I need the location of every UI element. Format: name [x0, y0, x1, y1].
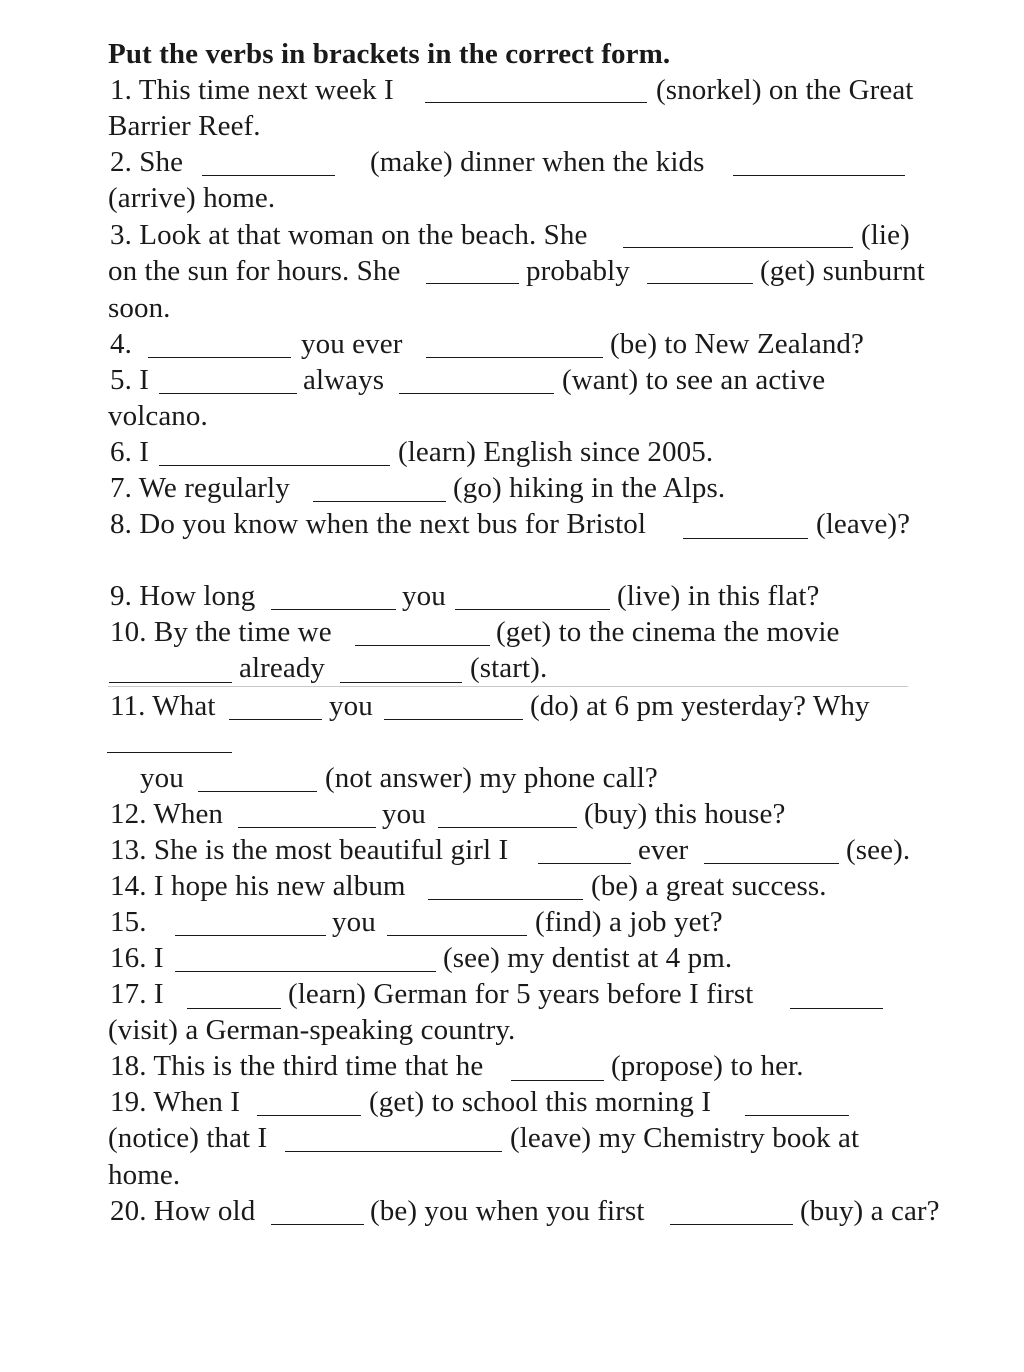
item-20-blank-1[interactable] [271, 1224, 364, 1225]
item-3-blank-3[interactable] [647, 283, 753, 284]
item-10-text: (get) to the cinema the movie [496, 616, 840, 648]
item-5-text: volcano. [108, 400, 208, 432]
item-3-text: probably [526, 255, 630, 287]
item-19-blank-3[interactable] [285, 1151, 502, 1152]
item-13-text: ever [638, 834, 689, 866]
item-11-blank-1[interactable] [229, 719, 322, 720]
item-4-text: (be) to New Zealand? [610, 328, 865, 360]
item-11-text: 11. What [110, 690, 216, 722]
item-12-text: you [382, 798, 426, 830]
item-12-text: 12. When [110, 798, 224, 830]
item-11-text: (not answer) my phone call? [325, 762, 658, 794]
divider [108, 686, 908, 687]
item-13-blank-1[interactable] [538, 863, 631, 864]
item-11-text: you [140, 762, 184, 794]
item-2-text: 2. She [110, 146, 184, 178]
item-17-blank-2[interactable] [790, 1008, 883, 1009]
item-5-blank-2[interactable] [399, 393, 554, 394]
item-9-text: you [402, 580, 446, 612]
item-5-text: always [303, 364, 385, 396]
item-5-text: 5. I [110, 364, 150, 396]
item-17-text: (visit) a German-speaking country. [108, 1014, 516, 1046]
item-14-text: (be) a great success. [591, 870, 827, 902]
item-15-blank-1[interactable] [175, 935, 326, 936]
item-8-text: (leave)? [816, 508, 911, 540]
item-13-text: 13. She is the most beautiful girl I [110, 834, 509, 866]
item-9-text: 9. How long [110, 580, 256, 612]
item-11-blank-3[interactable] [107, 752, 232, 753]
item-20-blank-2[interactable] [670, 1224, 793, 1225]
item-9-blank-2[interactable] [455, 609, 610, 610]
item-3-text: soon. [108, 292, 171, 324]
item-10-blank-1[interactable] [355, 645, 490, 646]
item-10-text: (start). [470, 652, 548, 684]
item-3-text: (get) sunburnt [760, 255, 925, 287]
item-20-text: 20. How old [110, 1195, 256, 1227]
item-2-blank-2[interactable] [733, 175, 905, 176]
item-1-text: Barrier Reef. [108, 110, 261, 142]
item-19-text: 19. When I [110, 1086, 241, 1118]
item-1-text: (snorkel) on the Great [656, 74, 914, 106]
item-8-blank-1[interactable] [683, 538, 808, 539]
item-17-text: (learn) German for 5 years before I first [288, 978, 754, 1010]
item-6-blank-1[interactable] [159, 465, 390, 466]
item-11-blank-4[interactable] [198, 791, 317, 792]
item-13-blank-2[interactable] [704, 863, 839, 864]
item-3-blank-2[interactable] [426, 283, 519, 284]
item-10-text: 10. By the time we [110, 616, 332, 648]
item-5-text: (want) to see an active [562, 364, 826, 396]
item-2-blank-1[interactable] [202, 175, 335, 176]
item-16-blank-1[interactable] [175, 971, 436, 972]
item-1-blank-1[interactable] [425, 102, 647, 103]
item-19-blank-2[interactable] [745, 1115, 849, 1116]
item-3-text: on the sun for hours. She [108, 255, 401, 287]
item-2-text: (arrive) home. [108, 182, 276, 214]
item-13-text: (see). [846, 834, 911, 866]
item-3-blank-1[interactable] [623, 247, 853, 248]
item-19-text: (notice) that I [108, 1122, 268, 1154]
item-11-text: (do) at 6 pm yesterday? Why [530, 690, 870, 722]
item-4-blank-2[interactable] [426, 357, 603, 358]
item-16-text: (see) my dentist at 4 pm. [443, 942, 733, 974]
item-18-text: 18. This is the third time that he [110, 1050, 484, 1082]
item-12-blank-2[interactable] [438, 827, 577, 828]
item-10-text: already [239, 652, 326, 684]
item-19-text: home. [108, 1159, 181, 1191]
item-6-text: 6. I [110, 436, 150, 468]
item-4-text: 4. [110, 328, 132, 360]
item-10-blank-3[interactable] [340, 682, 462, 683]
item-11-text: you [329, 690, 373, 722]
item-11-blank-2[interactable] [384, 719, 523, 720]
item-18-blank-1[interactable] [511, 1080, 604, 1081]
item-14-blank-1[interactable] [428, 899, 583, 900]
item-15-text: you [332, 906, 376, 938]
item-7-text: (go) hiking in the Alps. [453, 472, 726, 504]
item-7-blank-1[interactable] [313, 501, 446, 502]
item-16-text: 16. I [110, 942, 164, 974]
item-6-text: (learn) English since 2005. [398, 436, 714, 468]
item-20-text: (be) you when you first [370, 1195, 645, 1227]
item-17-blank-1[interactable] [187, 1008, 281, 1009]
item-9-text: (live) in this flat? [617, 580, 820, 612]
item-5-blank-1[interactable] [159, 393, 297, 394]
item-18-text: (propose) to her. [611, 1050, 804, 1082]
item-12-text: (buy) this house? [584, 798, 786, 830]
item-15-text: (find) a job yet? [535, 906, 723, 938]
item-10-blank-2[interactable] [109, 682, 232, 683]
item-9-blank-1[interactable] [271, 609, 396, 610]
item-14-text: 14. I hope his new album [110, 870, 406, 902]
item-15-blank-2[interactable] [387, 935, 527, 936]
item-15-text: 15. [110, 906, 147, 938]
item-7-text: 7. We regularly [110, 472, 290, 504]
item-20-text: (buy) a car? [800, 1195, 940, 1227]
item-19-blank-1[interactable] [257, 1115, 361, 1116]
item-1-text: 1. This time next week I [110, 74, 394, 106]
item-4-text: you ever [301, 328, 403, 360]
item-19-text: (get) to school this morning I [369, 1086, 712, 1118]
item-17-text: 17. I [110, 978, 164, 1010]
worksheet-title: Put the verbs in brackets in the correct form. [108, 38, 671, 70]
item-3-text: (lie) [861, 219, 910, 251]
item-3-text: 3. Look at that woman on the beach. She [110, 219, 588, 251]
item-12-blank-1[interactable] [238, 827, 376, 828]
item-19-text: (leave) my Chemistry book at [510, 1122, 860, 1154]
item-2-text: (make) dinner when the kids [370, 146, 705, 178]
item-8-text: 8. Do you know when the next bus for Bristol [110, 508, 647, 540]
item-4-blank-1[interactable] [148, 357, 291, 358]
